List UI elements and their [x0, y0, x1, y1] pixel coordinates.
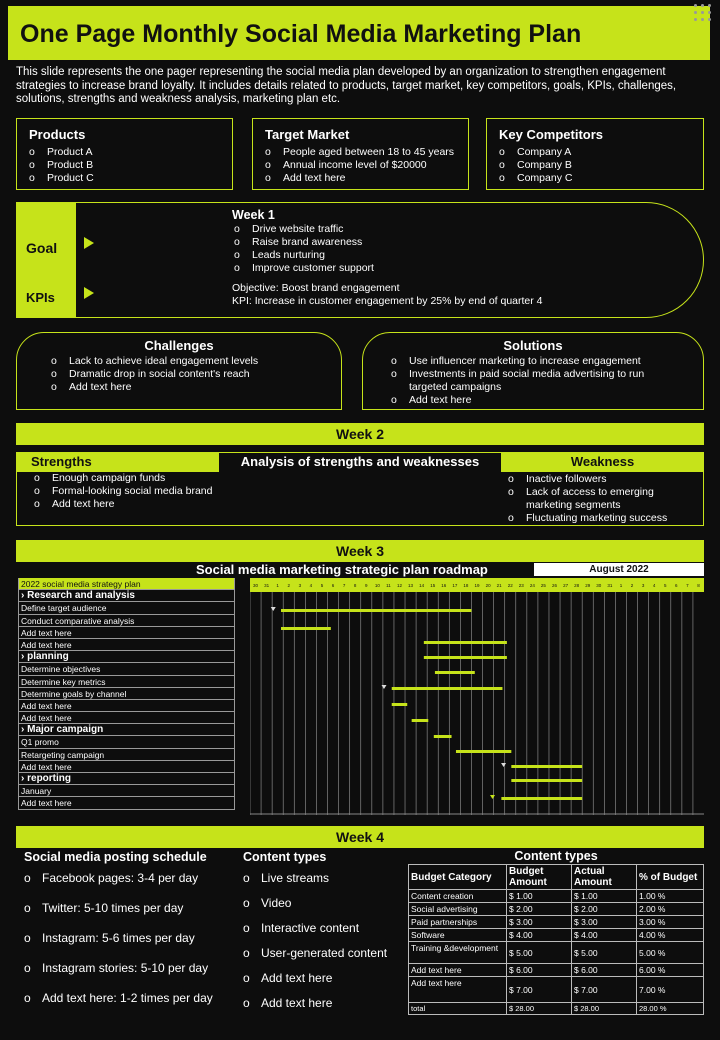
- gantt-day-label: 11: [386, 583, 391, 588]
- gantt-day-label: 31: [607, 583, 613, 588]
- table-cell: 3.00 %: [637, 916, 704, 929]
- competitors-box: [486, 118, 704, 190]
- gantt-bar: [392, 687, 503, 690]
- gantt-day-label: 3: [298, 583, 302, 588]
- gantt-bar: [435, 671, 475, 674]
- list-item: o Interactive content: [243, 921, 403, 946]
- table-cell: $ 2.00: [507, 903, 572, 916]
- gantt-header: 2022 social media strategy plan: [18, 578, 235, 590]
- gantt-bar: [281, 627, 331, 630]
- gantt-day-label: 15: [430, 583, 436, 588]
- strengths-title: Strengths: [16, 452, 219, 472]
- gantt-day-label: 30: [253, 583, 259, 588]
- gantt-day-label: 21: [496, 583, 502, 588]
- gantt-day-label: 8: [697, 583, 700, 588]
- table-cell: $ 3.00: [572, 916, 637, 929]
- list-item: o Facebook pages: 3-4 per day: [24, 871, 234, 901]
- table-header: Actual Amount: [572, 865, 637, 890]
- roadmap-title: Social media marketing strategic plan roadmap: [196, 562, 488, 577]
- gantt-task-row: Q1 promo: [18, 736, 235, 748]
- table-cell: total: [409, 1003, 507, 1015]
- gantt-task-row: Add text here: [18, 712, 235, 724]
- table-cell: $ 28.00: [507, 1003, 572, 1015]
- competitors-title: Key Competitors: [499, 127, 604, 142]
- list-item: o Add text here: [49, 381, 341, 394]
- gantt-day-label: 20: [485, 583, 491, 588]
- list-item: o User-generated content: [243, 946, 403, 971]
- table-cell: $ 5.00: [572, 942, 637, 964]
- gantt-milestone: [271, 607, 276, 611]
- table-cell: 4.00 %: [637, 929, 704, 942]
- table-cell: Paid partnerships: [409, 916, 507, 929]
- list-item: o People aged between 18 to 45 years: [263, 146, 468, 159]
- goal-label: Goal: [26, 240, 58, 256]
- gantt-day-label: 13: [408, 583, 414, 588]
- table-title: Content types: [514, 849, 598, 863]
- chevron-right-icon: ›: [21, 651, 28, 663]
- table-cell: $ 5.00: [507, 942, 572, 964]
- table-cell: Software: [409, 929, 507, 942]
- table-row: [409, 890, 704, 903]
- gantt-task-row: Add text here: [18, 700, 235, 712]
- table-row: [409, 977, 704, 1003]
- gantt-bar: [501, 797, 582, 800]
- schedule-title: Social media posting schedule: [24, 850, 207, 864]
- week1-label: Week 1: [232, 208, 275, 222]
- page-title: One Page Monthly Social Media Marketing Plan: [20, 20, 582, 48]
- list-item: o Leads nurturing: [232, 249, 374, 262]
- gantt-task-row: January: [18, 785, 235, 797]
- kpi-arrow-icon: [84, 287, 94, 299]
- table-cell: 7.00 %: [637, 977, 704, 1003]
- goal-side-panel: [16, 202, 76, 318]
- gantt-section-row: › Major campaign: [18, 724, 235, 736]
- challenges-title: Challenges: [144, 338, 214, 353]
- gantt-day-label: 30: [596, 583, 602, 588]
- gantt-bar: [511, 765, 582, 768]
- list-item: o Add text here: [389, 394, 669, 407]
- table-row: [409, 916, 704, 929]
- gantt-section-row: › reporting: [18, 773, 235, 785]
- list-item: o Use influencer marketing to increase engagement: [389, 355, 669, 368]
- list-item: o Product C: [27, 172, 232, 185]
- chevron-right-icon: ›: [21, 773, 28, 784]
- chevron-right-icon: ›: [21, 590, 28, 602]
- table-row: [409, 929, 704, 942]
- gantt-day-label: 22: [507, 583, 513, 588]
- list-item: o Company B: [497, 159, 703, 172]
- gantt-day-label: 5: [663, 583, 667, 588]
- gantt-task-row: Add text here: [18, 627, 235, 639]
- gantt-task-row: Retargeting campaign: [18, 749, 235, 761]
- table-cell: 5.00 %: [637, 942, 704, 964]
- gantt-day-label: 2: [287, 583, 291, 588]
- list-item: o Drive website traffic: [232, 223, 374, 236]
- list-item: o Product B: [27, 159, 232, 172]
- week2-bar: Week 2: [16, 423, 704, 445]
- gantt-day-label: 14: [419, 583, 425, 588]
- list-item: o Add text here: [263, 172, 468, 185]
- list-item: o Twitter: 5-10 times per day: [24, 901, 234, 931]
- table-cell: $ 3.00: [507, 916, 572, 929]
- table-cell: $ 1.00: [572, 890, 637, 903]
- gantt-day-label: 27: [563, 583, 569, 588]
- gantt-milestone: [381, 685, 386, 689]
- list-item: o Annual income level of $20000: [263, 159, 468, 172]
- gantt-chart: [250, 578, 704, 815]
- list-item: o Enough campaign funds: [32, 472, 213, 485]
- list-item: o Product A: [27, 146, 232, 159]
- gantt-day-label: 10: [374, 583, 380, 588]
- table-header: Budget Category: [409, 865, 507, 890]
- list-item: o Instagram: 5-6 times per day: [24, 931, 234, 961]
- gantt-day-label: 25: [540, 583, 546, 588]
- gantt-task-row: Conduct comparative analysis: [18, 615, 235, 627]
- table-cell: $ 4.00: [507, 929, 572, 942]
- gantt-bar: [412, 719, 429, 722]
- products-title: Products: [29, 127, 86, 142]
- list-item: o Improve customer support: [232, 262, 374, 275]
- table-cell: $ 6.00: [507, 964, 572, 977]
- budget-table: [408, 864, 704, 1015]
- gantt-day-label: 6: [675, 583, 678, 588]
- table-header: Budget Amount: [507, 865, 572, 890]
- table-row: [409, 964, 704, 977]
- gantt-day-label: 4: [652, 583, 656, 588]
- gantt-day-label: 1: [619, 583, 623, 588]
- list-item: o Fluctuating marketing success: [506, 512, 696, 525]
- list-item: o Instagram stories: 5-10 per day: [24, 961, 234, 991]
- gantt-day-label: 2: [630, 583, 634, 588]
- gantt-task-list: [18, 578, 235, 810]
- gantt-task-row: Add text here: [18, 639, 235, 651]
- list-item: o Add text here: [243, 971, 403, 996]
- table-cell: Social advertising: [409, 903, 507, 916]
- week4-bar: Week 4: [16, 826, 704, 848]
- table-cell: $ 6.00: [572, 964, 637, 977]
- gantt-bar: [456, 750, 511, 753]
- gantt-bar: [392, 703, 408, 706]
- list-item: o Lack to achieve ideal engagement levels: [49, 355, 341, 368]
- target-market-title: Target Market: [265, 127, 350, 142]
- gantt-day-label: 4: [309, 583, 313, 588]
- gantt-task-row: Determine key metrics: [18, 676, 235, 688]
- list-item: o Video: [243, 896, 403, 921]
- gantt-day-label: 18: [463, 583, 469, 588]
- gantt-day-label: 29: [585, 583, 591, 588]
- gantt-day-label: 24: [529, 583, 535, 588]
- intro-text: This slide represents the one pager representing the social media plan developed by an organization to strengthen engagement strategies to increase brand loyalty. It includes details related to products, target market, key competitors, goals, KPIs, challenges, solutions, strengths and weakness analysis, marketing plan etc.: [16, 66, 677, 105]
- table-cell: $ 28.00: [572, 1003, 637, 1015]
- table-cell: $ 1.00: [507, 890, 572, 903]
- challenges-box: [16, 332, 342, 410]
- gantt-section-row: › planning: [18, 651, 235, 663]
- week3-bar: Week 3: [16, 540, 704, 562]
- content-types-title: Content types: [243, 850, 327, 864]
- gantt-day-label: 9: [365, 583, 368, 588]
- gantt-bar: [424, 641, 507, 644]
- gantt-day-label: 8: [353, 583, 357, 588]
- goal-arrow-icon: [84, 237, 94, 249]
- list-item: o Investments in paid social media advertising to run targeted campaigns: [389, 368, 669, 394]
- gantt-task-row: Define target audience: [18, 602, 235, 614]
- gantt-day-label: 31: [264, 583, 270, 588]
- list-item: o Add text here: 1-2 times per day: [24, 991, 234, 1021]
- gantt-bar: [434, 735, 452, 738]
- solutions-title: Solutions: [503, 338, 563, 353]
- gantt-day-label: 7: [342, 583, 346, 588]
- gantt-day-label: 28: [574, 583, 580, 588]
- table-cell: 2.00 %: [637, 903, 704, 916]
- chevron-right-icon: ›: [21, 724, 28, 736]
- kpi-text: KPI: Increase in customer engagement by 25% by end of quarter 4: [232, 295, 543, 307]
- gantt-day-label: 23: [518, 583, 524, 588]
- month-label: August 2022: [534, 563, 704, 576]
- list-item: o Raise brand awareness: [232, 236, 374, 249]
- gantt-task-row: Determine objectives: [18, 663, 235, 675]
- table-row: [409, 903, 704, 916]
- gantt-bar: [511, 779, 582, 782]
- gantt-day-label: 12: [396, 583, 402, 588]
- table-row: [409, 1003, 704, 1015]
- solutions-box: [362, 332, 704, 410]
- gantt-bar: [424, 656, 507, 659]
- kpi-label: KPIs: [26, 290, 55, 305]
- gantt-day-label: 26: [552, 583, 558, 588]
- title-bar: [8, 6, 710, 60]
- table-header: % of Budget: [637, 865, 704, 890]
- table-cell: Add text here: [409, 964, 507, 977]
- gantt-bar: [281, 609, 471, 612]
- list-item: o Formal-looking social media brand: [32, 485, 213, 498]
- dots-icon: [694, 4, 714, 24]
- table-cell: 28.00 %: [637, 1003, 704, 1015]
- list-item: o Inactive followers: [506, 473, 696, 486]
- gantt-milestone: [501, 763, 506, 767]
- list-item: o Add text here: [32, 498, 213, 511]
- target-market-box: [252, 118, 469, 190]
- list-item: o Add text here: [243, 996, 403, 1021]
- analysis-title: Analysis of strengths and weaknesses: [240, 454, 480, 469]
- list-item: o Company A: [497, 146, 703, 159]
- table-cell: Add text here: [409, 977, 507, 1003]
- table-cell: $ 7.00: [572, 977, 637, 1003]
- list-item: o Company C: [497, 172, 703, 185]
- gantt-day-label: 3: [641, 583, 645, 588]
- table-cell: Training &development: [409, 942, 507, 964]
- table-cell: 1.00 %: [637, 890, 704, 903]
- gantt-day-label: 7: [686, 583, 689, 588]
- gantt-day-label: 19: [474, 583, 480, 588]
- objective-text: Objective: Boost brand engagement: [232, 282, 400, 294]
- gantt-task-row: Add text here: [18, 761, 235, 773]
- table-cell: Content creation: [409, 890, 507, 903]
- list-item: o Live streams: [243, 871, 403, 896]
- table-cell: $ 2.00: [572, 903, 637, 916]
- gantt-milestone: [490, 795, 495, 799]
- table-header-row: [409, 865, 704, 890]
- table-row: [409, 942, 704, 964]
- gantt-task-row: Add text here: [18, 797, 235, 809]
- weakness-title: Weakness: [501, 452, 704, 472]
- table-cell: 6.00 %: [637, 964, 704, 977]
- gantt-day-label: 17: [452, 583, 458, 588]
- list-item: o Lack of access to emerging marketing segments: [506, 486, 696, 512]
- gantt-day-label: 5: [320, 583, 324, 588]
- gantt-section-row: › Research and analysis: [18, 590, 235, 602]
- table-cell: $ 4.00: [572, 929, 637, 942]
- list-item: o Dramatic drop in social content's reach: [49, 368, 341, 381]
- table-cell: $ 7.00: [507, 977, 572, 1003]
- gantt-day-label: 1: [276, 583, 279, 588]
- gantt-day-label: 16: [441, 583, 447, 588]
- products-box: [16, 118, 233, 190]
- gantt-task-row: Determine goals by channel: [18, 688, 235, 700]
- gantt-day-label: 6: [331, 583, 335, 588]
